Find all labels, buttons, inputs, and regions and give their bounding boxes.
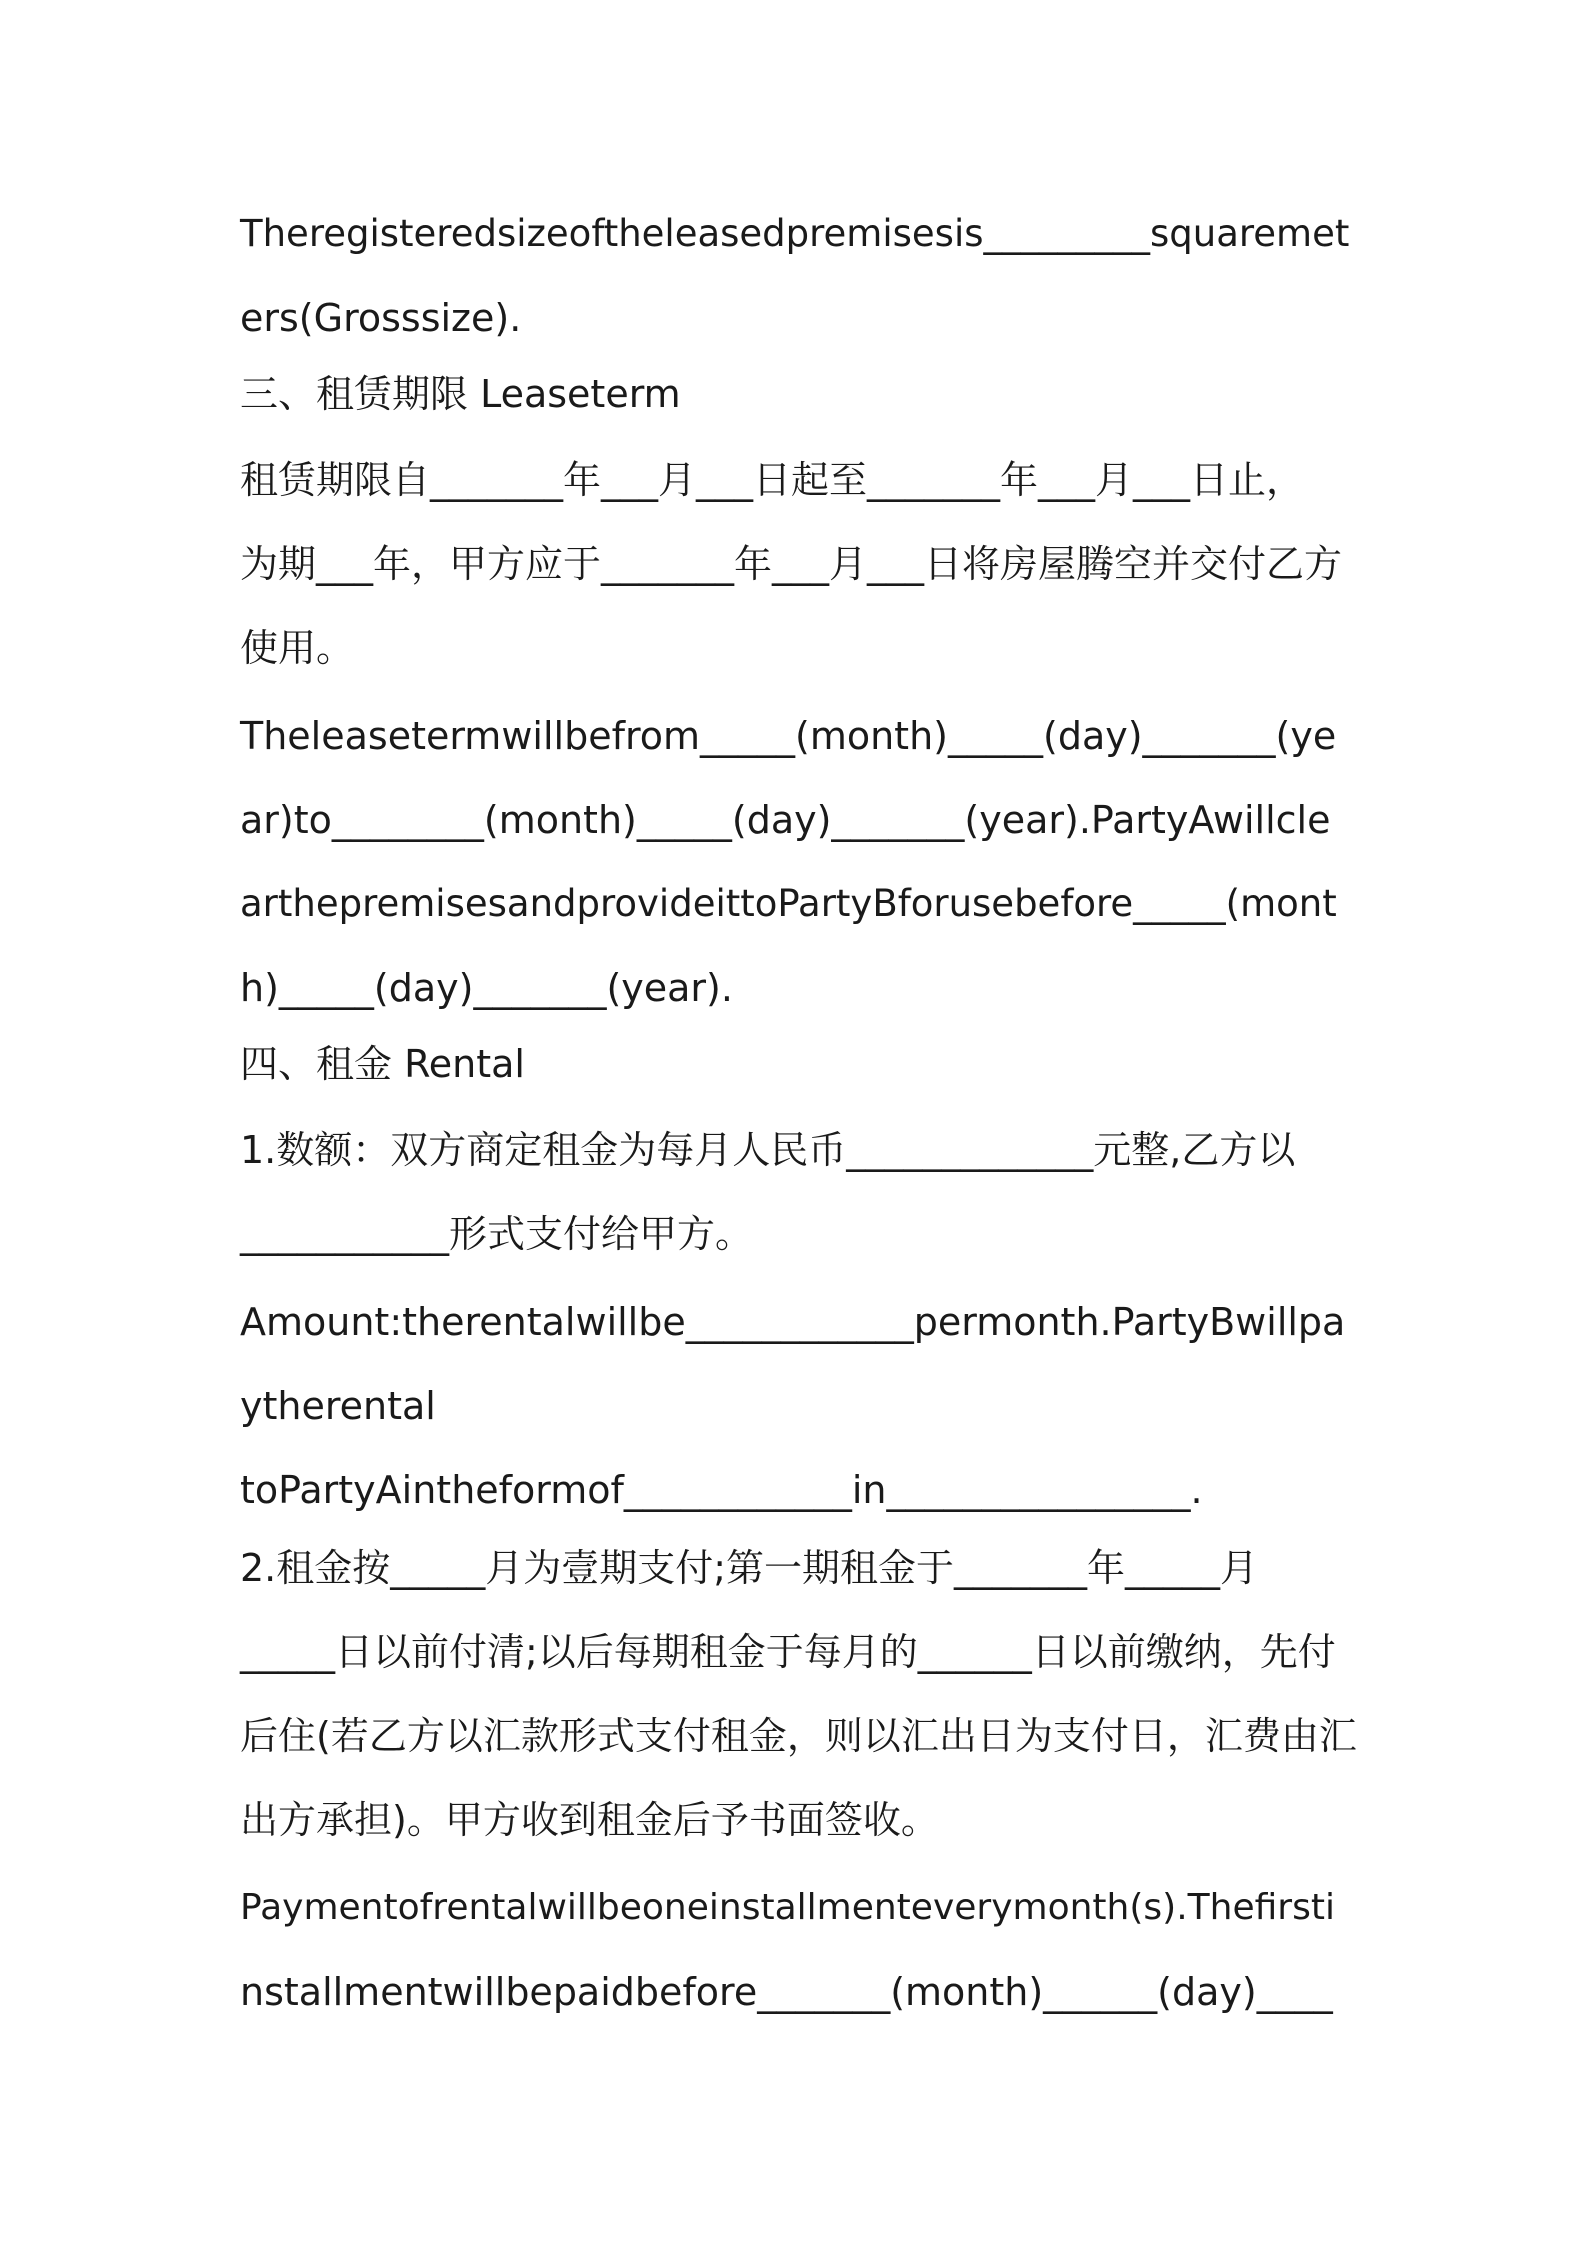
text-line: Paymentofrentalwillbeoneinstallmenteverymonth(s).Thefirsti <box>240 1887 1335 1928</box>
section-heading: 三、租赁期限 Leaseterm <box>240 372 681 416</box>
text-line: 使用。 <box>240 626 355 670</box>
text-line: 后住(若乙方以汇款形式支付租金，则以汇出日为支付日，汇费由汇 <box>240 1714 1357 1758</box>
text-line: 出方承担)。甲方收到租金后予书面签收。 <box>240 1798 939 1842</box>
text-line: toPartyAintheformof____________in________________. <box>240 1468 1203 1512</box>
text-line: 1.数额：双方商定租金为每月人民币_____________元整,乙方以 <box>240 1128 1296 1172</box>
text-line: Theleasetermwillbefrom_____(month)_____(day)_______(ye <box>240 714 1337 758</box>
text-line: _____日以前付清;以后每期租金于每月的______日以前缴纳，先付 <box>240 1630 1336 1674</box>
text-line: h)_____(day)_______(year). <box>240 966 733 1010</box>
text-line: 2.租金按_____月为壹期支付;第一期租金于_______年_____月 <box>240 1546 1259 1590</box>
text-line: nstallmentwillbepaidbefore_______(month)______(day)____ <box>240 1970 1333 2014</box>
text-line: Amount:therentalwillbe____________permonth.PartyBwillpa <box>240 1300 1346 1344</box>
text-line: Theregisteredsizeoftheleasedpremisesis_________squaremet <box>240 212 1350 255</box>
text-line: arthepremisesandprovideittoPartyBforusebefore_____(mont <box>240 882 1337 925</box>
text-line: ytherental <box>240 1384 436 1428</box>
text-line: ar)to________(month)_____(day)_______(year).PartyAwillcle <box>240 798 1331 842</box>
text-line: 租赁期限自_______年___月___日起至_______年___月___日止， <box>240 458 1305 502</box>
section-heading: 四、租金 Rental <box>240 1042 525 1086</box>
text-line: ers(Grosssize). <box>240 296 522 340</box>
text-line: ___________形式支付给甲方。 <box>240 1212 754 1256</box>
text-line: 为期___年，甲方应于_______年___月___日将房屋腾空并交付乙方 <box>240 542 1343 586</box>
